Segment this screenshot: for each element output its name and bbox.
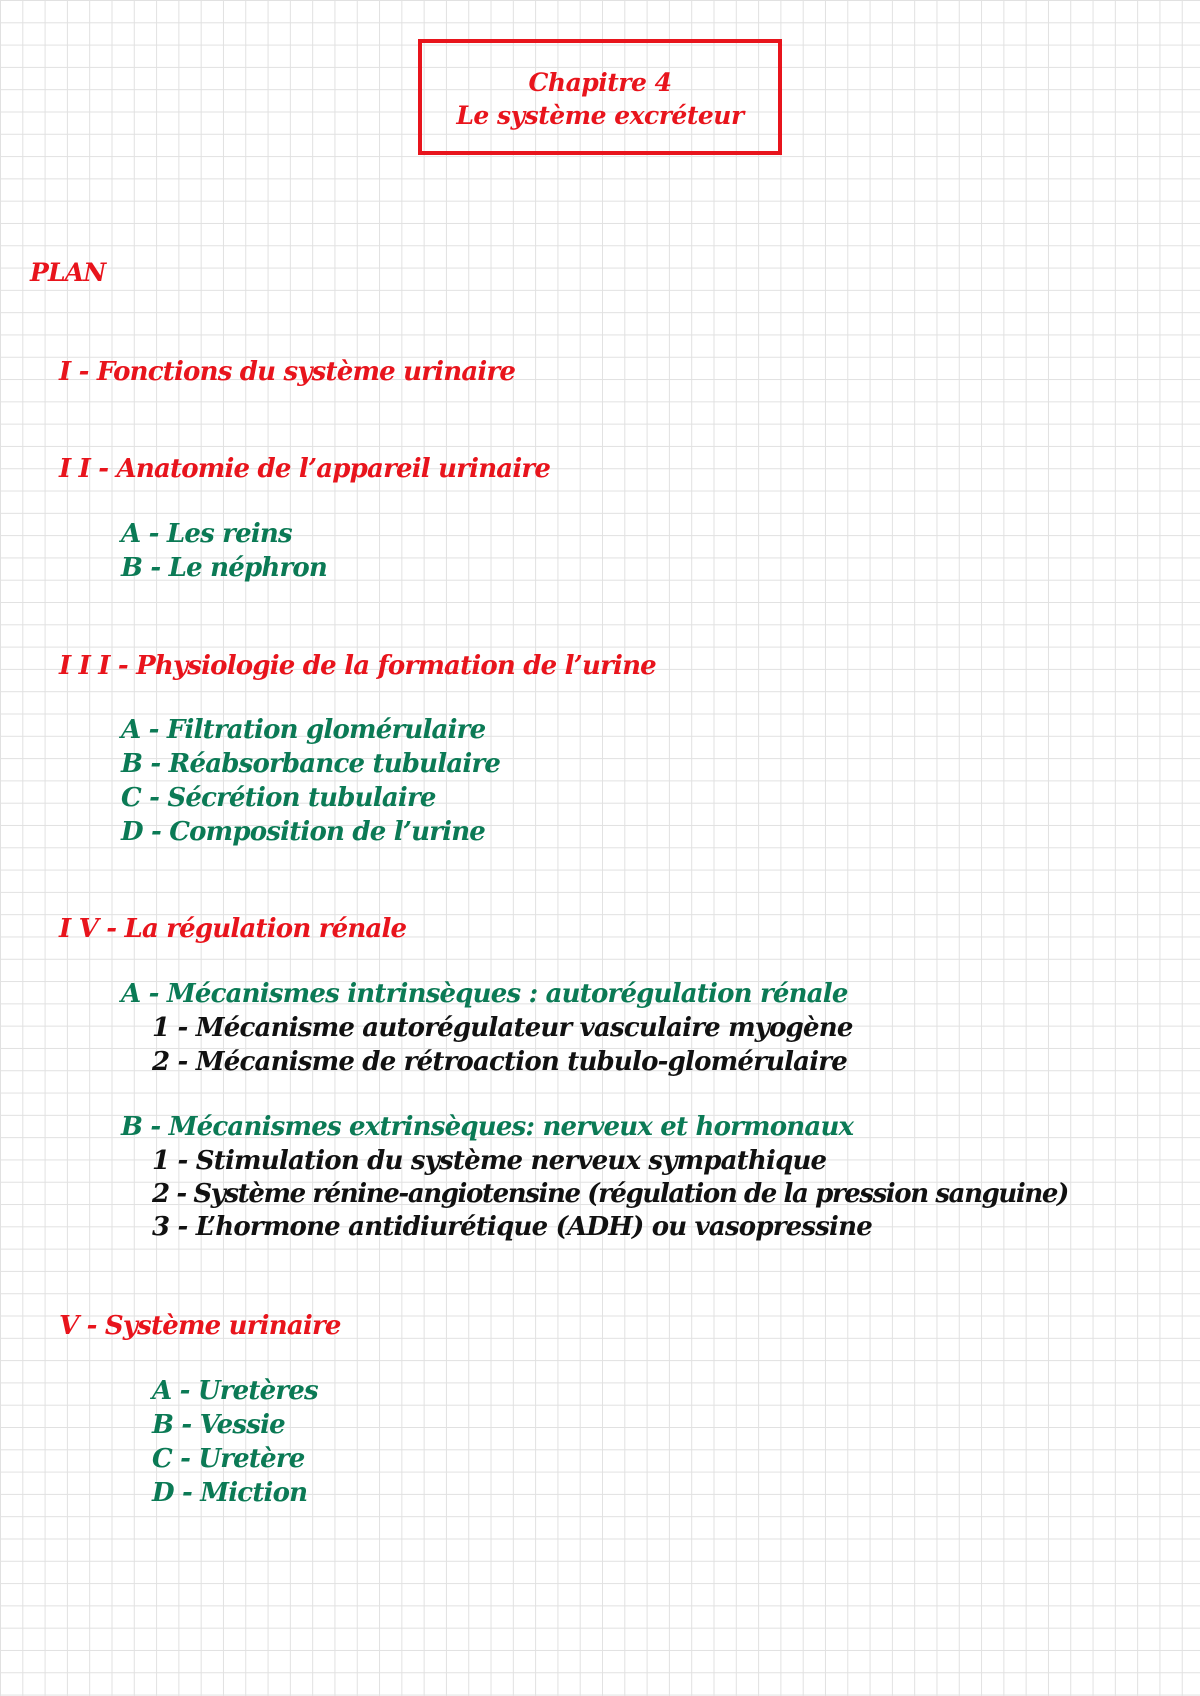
- section-4-heading: I V - La régulation rénale: [59, 914, 407, 944]
- chapter-title-box: [418, 39, 782, 155]
- section-5-item-a: A - Uretères: [152, 1376, 318, 1406]
- section-4-sub-b-item-1: 1 - Stimulation du système nerveux sympathique: [152, 1146, 827, 1176]
- section-5-heading: V - Système urinaire: [59, 1311, 341, 1341]
- section-3-heading: I I I - Physiologie de la formation de l’urine: [59, 651, 656, 681]
- section-4-sub-b-item-3: 3 - L’hormone antidiurétique (ADH) ou vasopressine: [152, 1212, 872, 1242]
- section-1-heading: I - Fonctions du système urinaire: [59, 357, 516, 387]
- section-4-sub-b: B - Mécanismes extrinsèques: nerveux et hormonaux: [121, 1112, 854, 1142]
- section-3-item-c: C - Sécrétion tubulaire: [121, 783, 436, 813]
- section-5-item-b: B - Vessie: [152, 1410, 285, 1440]
- section-3-item-d: D - Composition de l’urine: [121, 817, 486, 847]
- section-3-item-b: B - Réabsorbance tubulaire: [121, 749, 501, 779]
- section-2-item-b: B - Le néphron: [121, 553, 328, 583]
- section-4-sub-a: A - Mécanismes intrinsèques : autorégulation rénale: [121, 979, 848, 1009]
- section-3-item-a: A - Filtration glomérulaire: [121, 715, 486, 745]
- section-2-item-a: A - Les reins: [121, 519, 292, 549]
- plan-label: PLAN: [30, 258, 106, 287]
- section-4-sub-a-item-1: 1 - Mécanisme autorégulateur vasculaire myogène: [152, 1013, 853, 1043]
- section-2-heading: I I - Anatomie de l’appareil urinaire: [59, 454, 551, 484]
- section-4-sub-a-item-2: 2 - Mécanisme de rétroaction tubulo-glomérulaire: [152, 1047, 847, 1077]
- section-5-item-c: C - Uretère: [152, 1444, 305, 1474]
- section-4-sub-b-item-2: 2 - Système rénine-angiotensine (régulation de la pression sanguine): [152, 1179, 1068, 1209]
- chapter-number: Chapitre 4: [528, 68, 672, 97]
- section-5-item-d: D - Miction: [152, 1478, 308, 1508]
- chapter-title: Le système excréteur: [456, 101, 744, 130]
